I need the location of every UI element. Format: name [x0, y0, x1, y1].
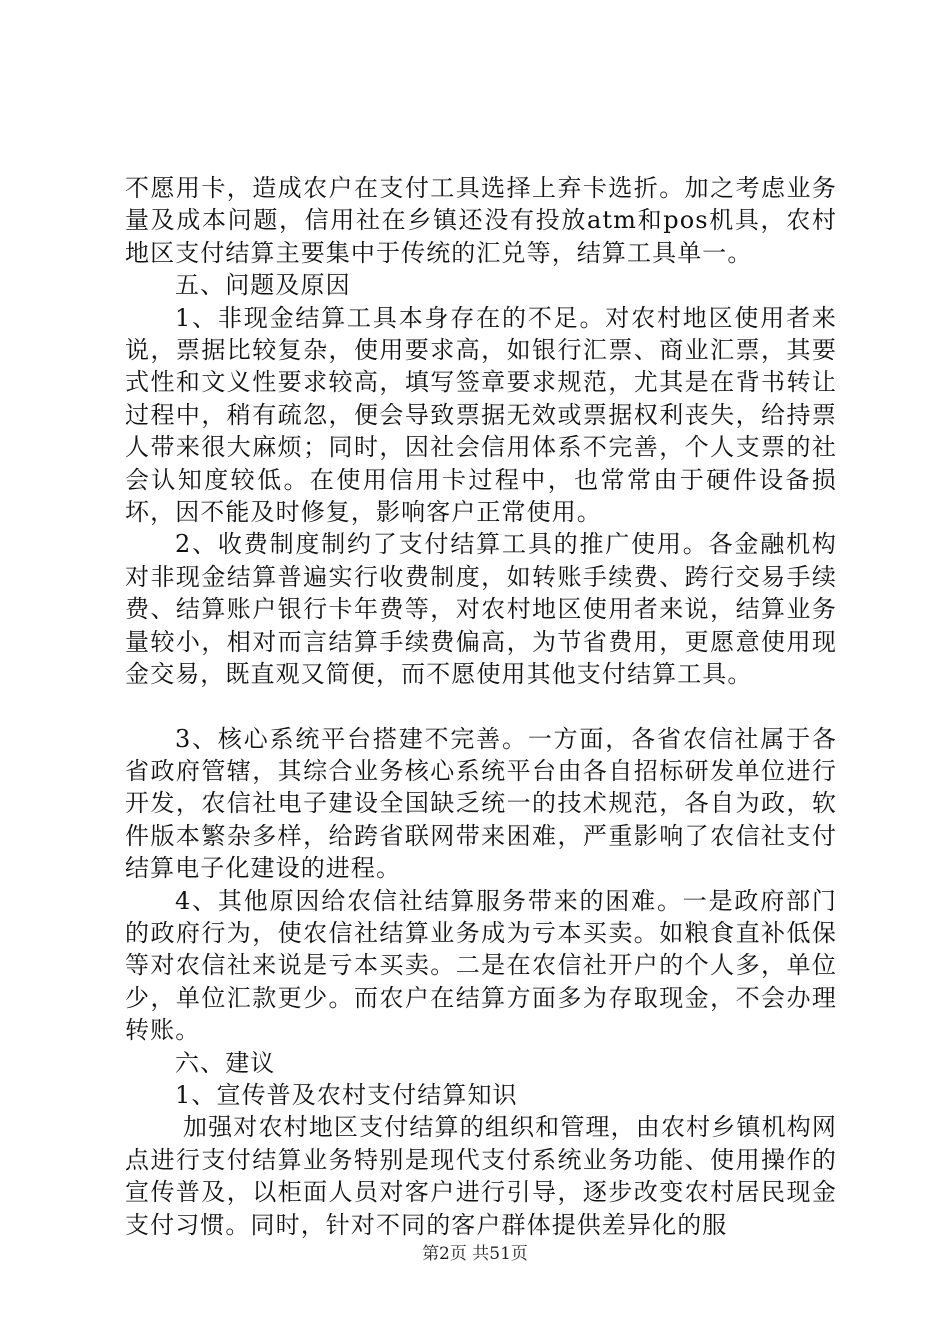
subheading-suggestion-1: 1、宣传普及农村支付结算知识: [175, 1080, 518, 1109]
paragraph-point-3: 3、核心系统平台搭建不完善。一方面，各省农信社属于各省政府管辖，其综合业务核心系统平台由各自招标研发单位进行开发，农信社电子建设全国缺乏统一的技术规范，各自为政，软件版本繁杂多样，给跨省联网带来困难，严重影响了农信社支付结算电子化建设的进程。: [125, 724, 837, 883]
paragraph-suggestion-1-body: 加强对农村地区支付结算的组织和管理，由农村乡镇机构网点进行支付结算业务特别是现代支付系统业务功能、使用操作的宣传普及，以柜面人员对客户进行引导，逐步改变农村居民现金支付习惯。同时，针对不同的客户群体提供差异化的服: [125, 1113, 837, 1239]
paragraph-spacer: [125, 691, 837, 723]
section-heading-suggestions: 六、建议: [175, 1048, 276, 1077]
document-body: [125, 172, 837, 1241]
paragraph-point-4: 4、其他原因给农信社结算服务带来的困难。一是政府部门的政府行为，使农信社结算业务成为亏本买卖。如粮食直补低保等对农信社来说是亏本买卖。二是在农信社开户的个人多，单位少，单位汇款更少。而农户在结算方面多为存取现金，不会办理转账。: [125, 886, 837, 1045]
page-footer: 第2页 共51页: [422, 1244, 528, 1264]
paragraph-point-1: 1、非现金结算工具本身存在的不足。对农村地区使用者来说，票据比较复杂，使用要求高，如银行汇票、商业汇票，其要式性和文义性要求较高，填写签章要求规范，尤其是在背书转让过程中，稍有疏忽，便会导致票据无效或票据权利丧失，给持票人带来很大麻烦；同时，因社会信用体系不完善，个人支票的社会认知度较低。在使用信用卡过程中，也常常由于硬件设备损坏，因不能及时修复，影响客户正常使用。: [125, 303, 837, 527]
section-heading-problems-causes: 五、问题及原因: [175, 271, 351, 300]
paragraph-point-2: 2、收费制度制约了支付结算工具的推广使用。各金融机构对非现金结算普遍实行收费制度，如转账手续费、跨行交易手续费、结算账户银行卡年费等，对农村地区使用者来说，结算业务量较小，相对而言结算手续费偏高，为节省费用，更愿意使用现金交易，既直观又简便，而不愿使用其他支付结算工具。: [125, 530, 837, 689]
paragraph-continuation: 不愿用卡，造成农户在支付工具选择上弃卡选折。加之考虑业务量及成本问题，信用社在乡镇还没有投放atm和pos机具，农村地区支付结算主要集中于传统的汇兑等，结算工具单一。: [125, 174, 837, 267]
